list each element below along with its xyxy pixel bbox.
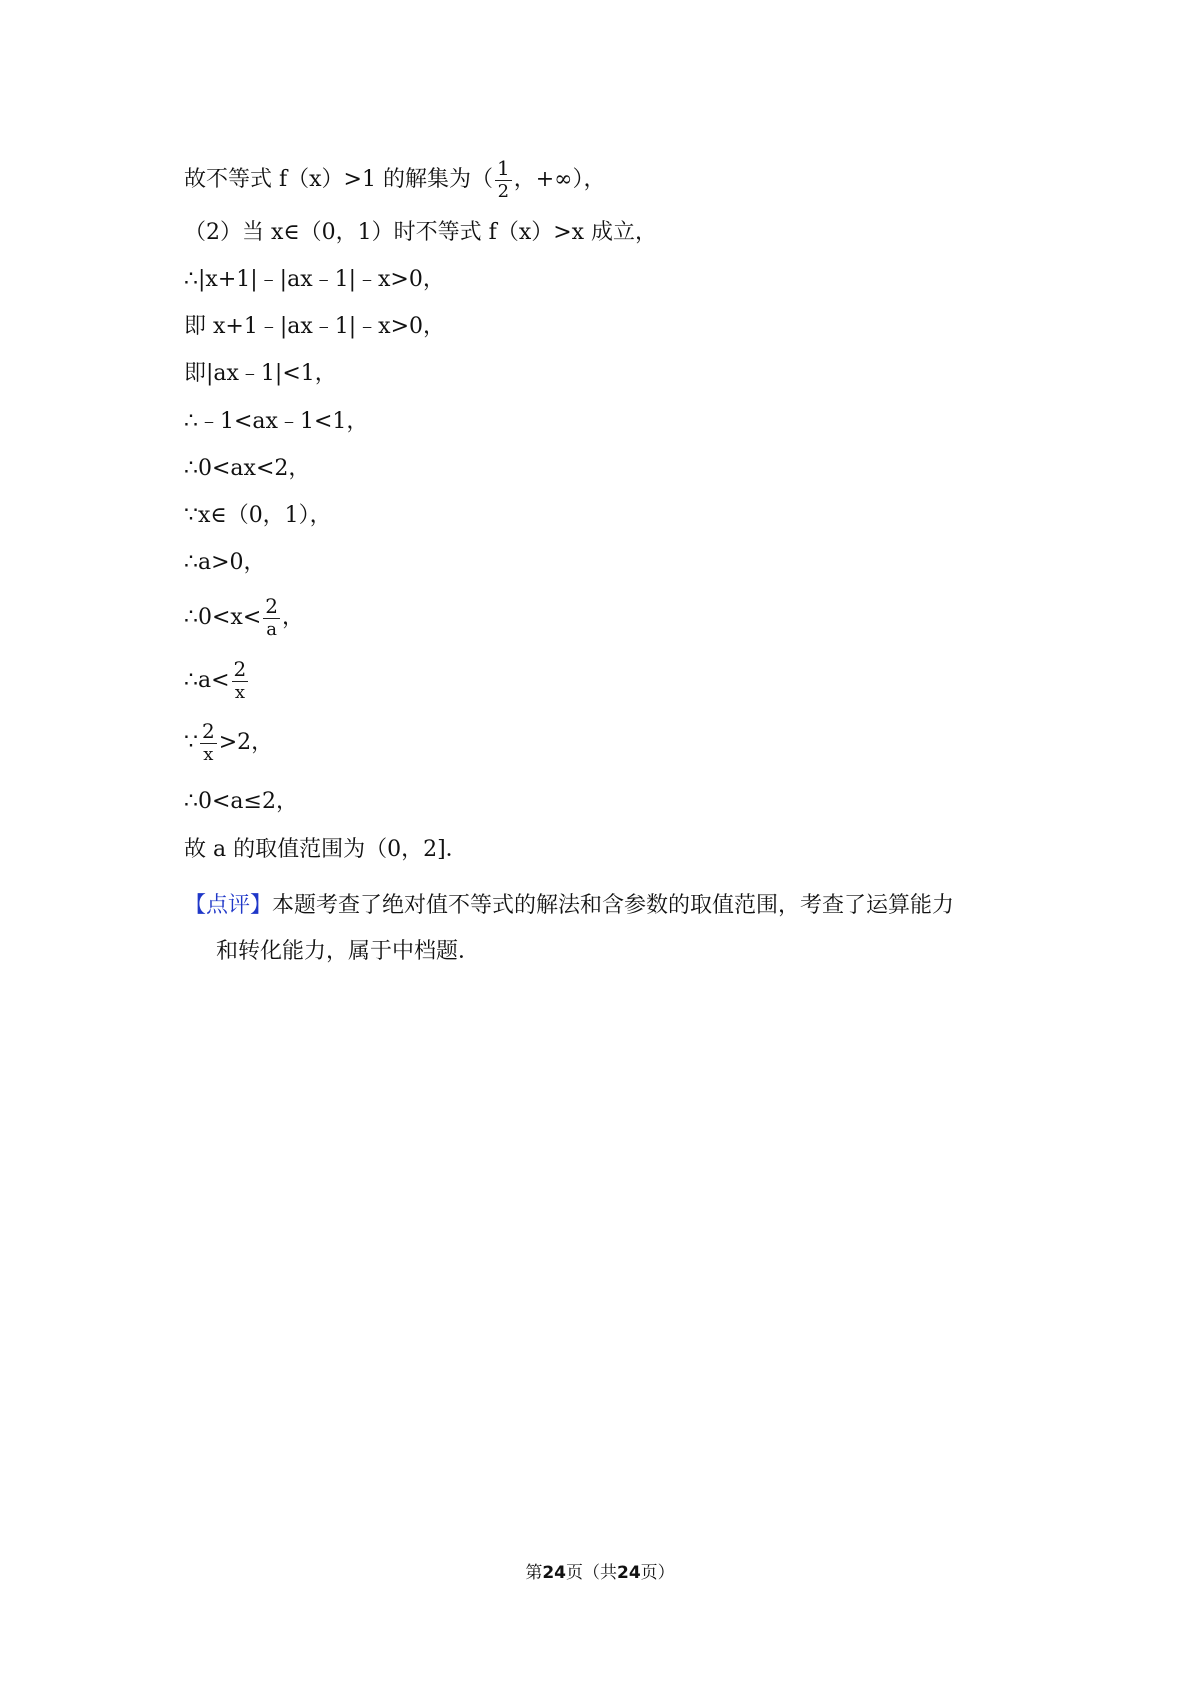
page-footer (0, 1558, 1200, 1583)
line-step-6 (184, 501, 332, 531)
text: ∵x∈（0，1）， (184, 503, 332, 528)
line-step-11 (184, 787, 298, 817)
comment-block (184, 883, 1044, 975)
line-solution-set (184, 158, 605, 201)
fraction (495, 158, 512, 201)
text: >2， (218, 729, 274, 755)
fraction (200, 721, 217, 764)
total-pages: 24 (617, 1563, 641, 1583)
denominator: 2 (497, 181, 510, 202)
line-step-2 (184, 312, 445, 342)
footer-text: 第 (525, 1563, 543, 1583)
text: （2）当 x∈（0，1）时不等式 f（x）>x 成立， (184, 220, 658, 245)
footer-text: 页） (640, 1563, 675, 1583)
text: ∴|x+1|﹣|ax﹣1|﹣x>0， (184, 267, 445, 292)
numerator: 2 (233, 657, 247, 681)
text: ∴0<a≤2， (184, 789, 298, 814)
footer-text: 页（共 (566, 1563, 617, 1583)
numerator: 2 (265, 594, 279, 618)
denominator: a (266, 619, 278, 640)
comment-text-continued: 和转化能力，属于中档题． (216, 939, 481, 964)
line-step-9 (184, 659, 250, 702)
fraction (232, 659, 249, 702)
comment-tag: 【点评】 (184, 893, 273, 918)
text: 故不等式 f（x）>1 的解集为（ (184, 166, 493, 192)
line-step-3 (184, 359, 337, 389)
line-conclusion (184, 835, 468, 865)
text: ∴0<x< (184, 604, 262, 630)
text: 故 a 的取值范围为（0，2]． (184, 837, 468, 862)
text: ∴a< (184, 667, 230, 693)
denominator: x (203, 744, 214, 765)
text: ∴0<ax<2， (184, 456, 311, 481)
text: 即|ax﹣1|<1， (184, 361, 337, 386)
numerator: 1 (496, 156, 510, 180)
line-step-8 (184, 596, 304, 639)
line-part2 (184, 218, 657, 248)
line-step-7 (184, 548, 266, 578)
text: ∴﹣1<ax﹣1<1， (184, 409, 369, 434)
text: ，+∞）， (513, 166, 606, 192)
page-number: 24 (542, 1563, 566, 1583)
numerator: 2 (202, 719, 215, 743)
line-step-5 (184, 454, 310, 484)
text: 即 x+1﹣|ax﹣1|﹣x>0， (184, 314, 446, 339)
denominator: x (234, 682, 245, 703)
text: ∵ (184, 729, 198, 755)
line-step-10 (184, 721, 273, 764)
text: ∴a>0， (184, 550, 266, 575)
comment-text: 本题考查了绝对值不等式的解法和含参数的取值范围，考查了运算能力 (272, 893, 955, 918)
line-step-4 (184, 407, 368, 437)
fraction (263, 596, 280, 639)
text: ， (282, 604, 305, 630)
line-step-1 (184, 265, 445, 295)
